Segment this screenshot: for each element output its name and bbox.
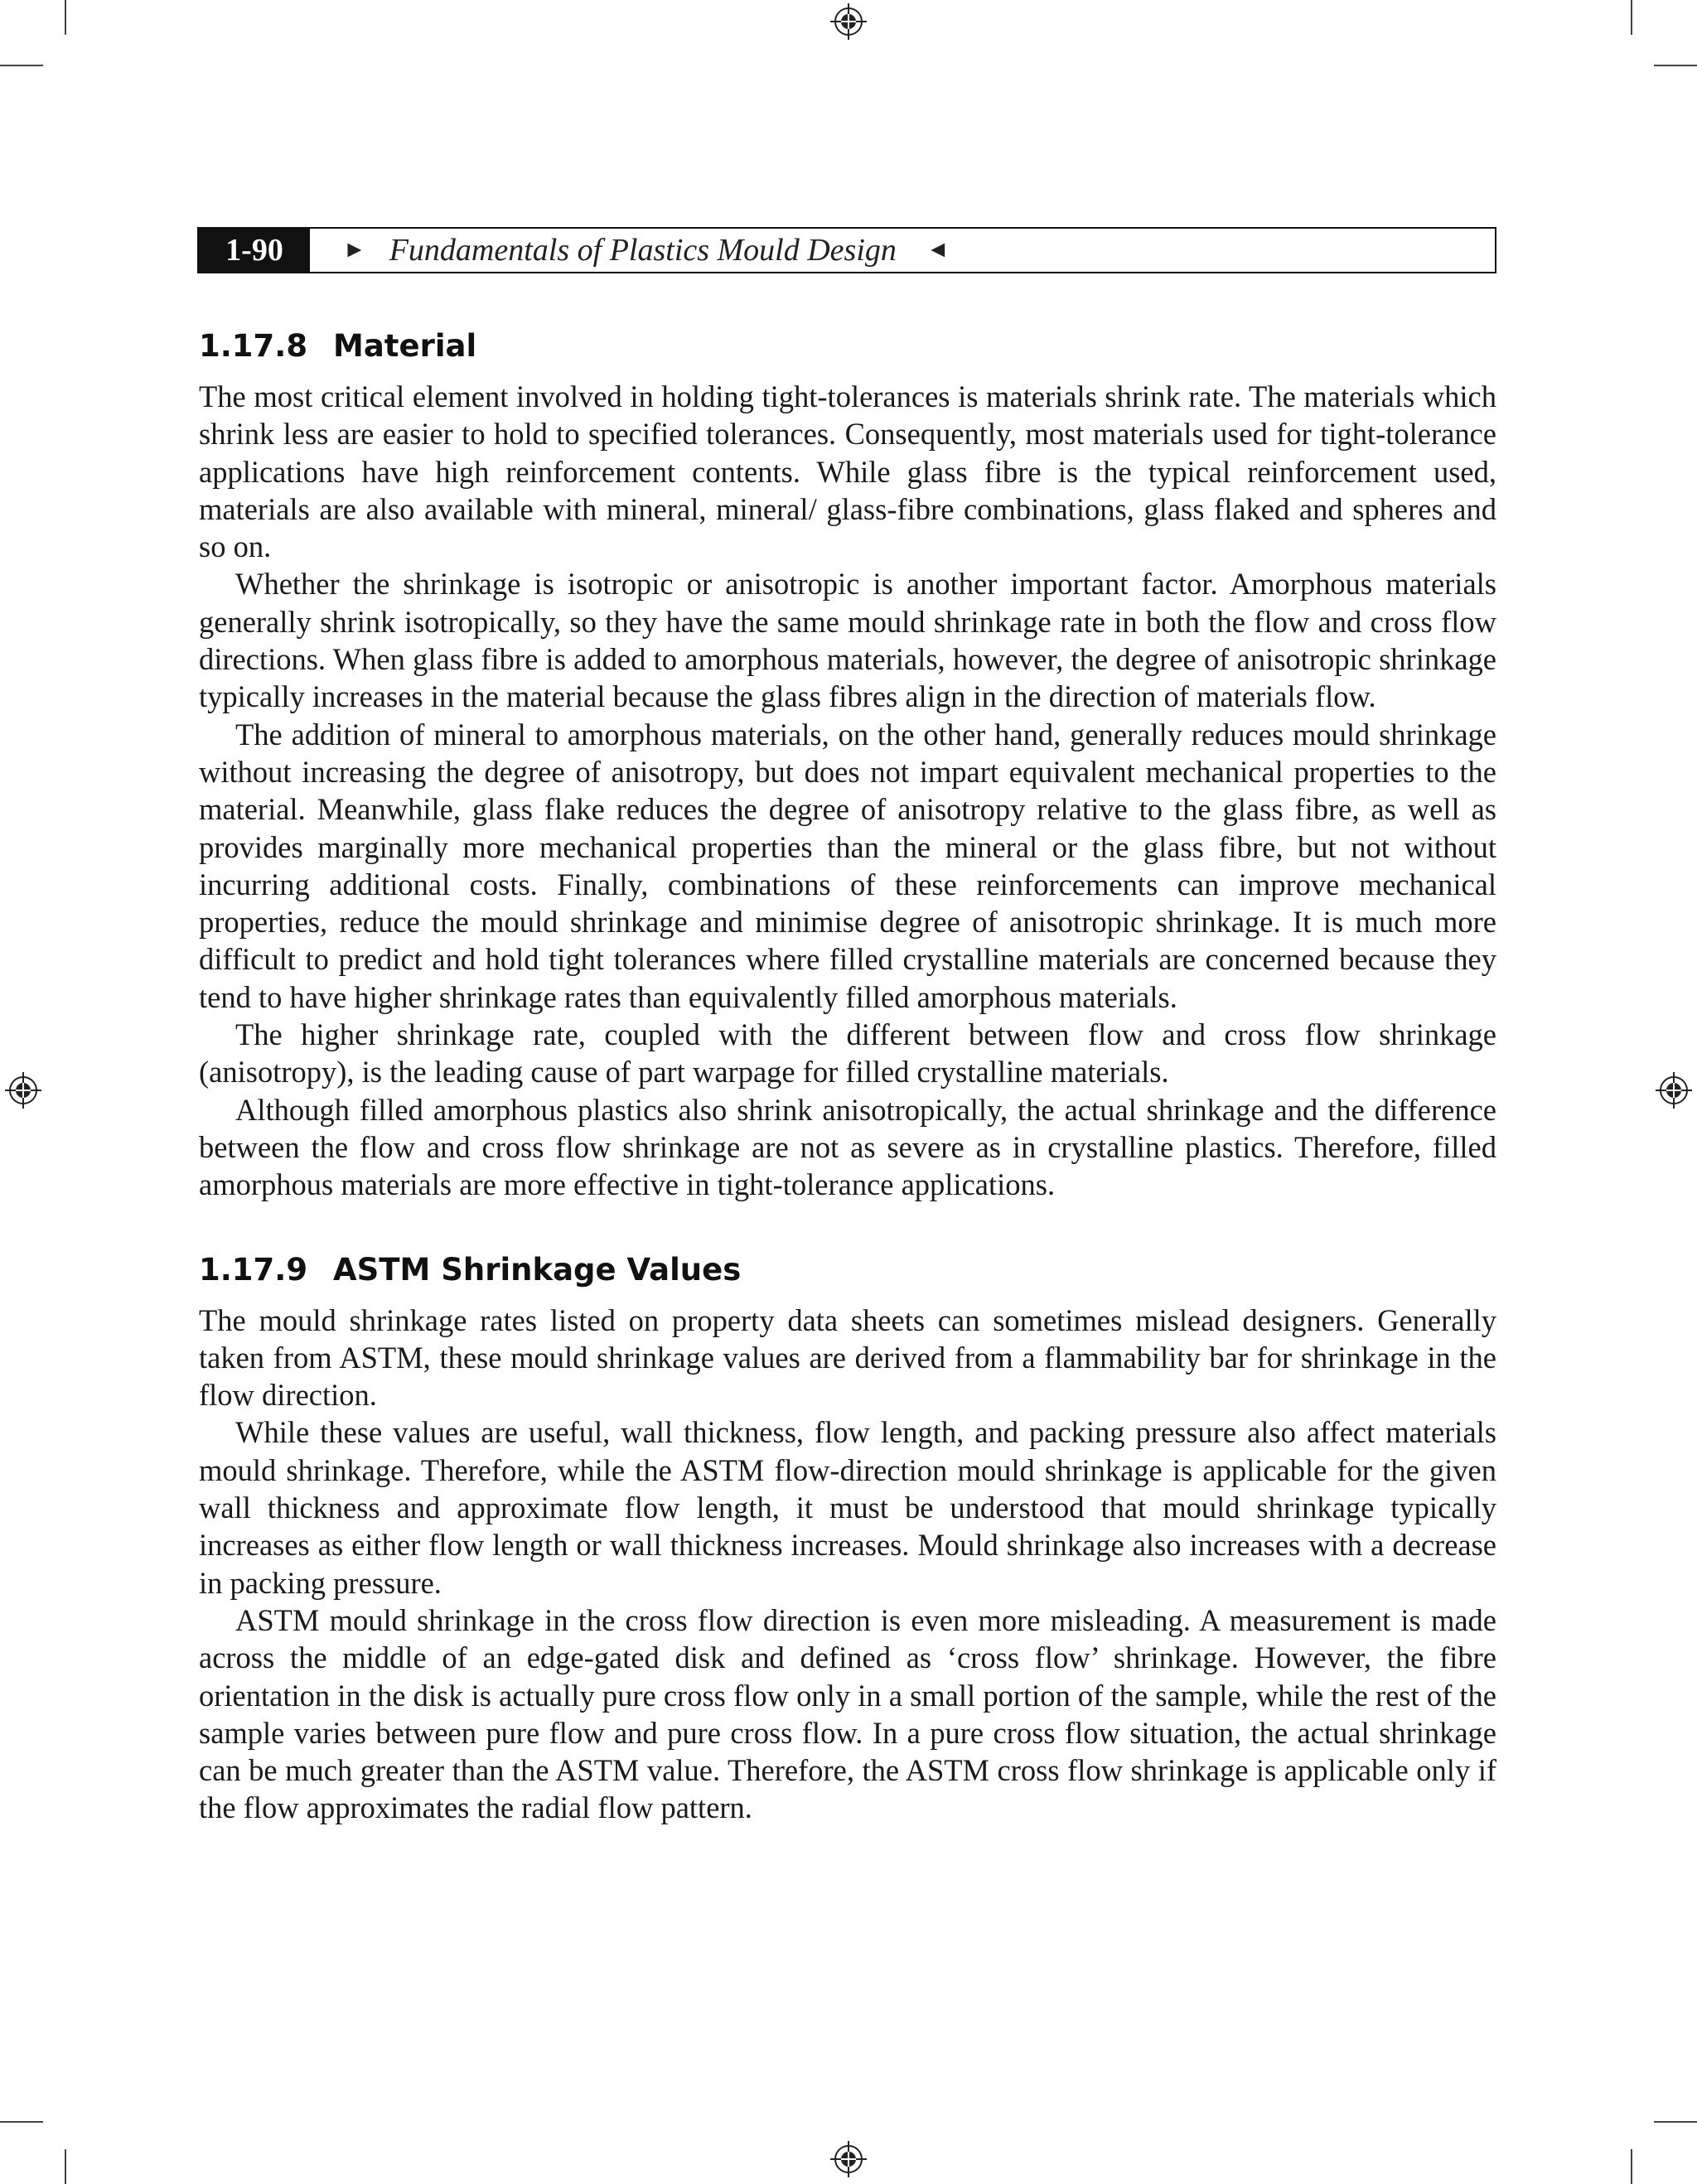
crop-mark-top-right-h (1654, 65, 1697, 66)
section-heading-astm-shrinkage (199, 1247, 1496, 1293)
crop-mark-top-left (65, 0, 66, 35)
left-pointer-icon: ◄ (926, 237, 950, 263)
crop-mark-bottom-left (65, 2149, 66, 2184)
registration-mark-right-icon (1656, 1072, 1692, 1109)
crop-mark-top-left-h (0, 65, 43, 66)
crop-mark-bottom-left-h (0, 2121, 43, 2123)
section-number: 1.17.9 (199, 1251, 308, 1288)
paragraph: Whether the shrinkage is isotropic or anisotropic is another important factor. Amorphous materials generally shrink isotropically, so they have the same mould shrinkage rate in both the flow and cross flow directions. When glass fibre is added to amorphous materials, however, the degree of anisotropic shrinkage typically increases in the material because the glass fibres align in the direction of materials flow. (199, 567, 1496, 714)
registration-mark-bottom-icon (830, 2141, 867, 2177)
crop-mark-bottom-right (1631, 2149, 1632, 2184)
paragraph: Although filled amorphous plastics also shrink anisotropically, the actual shrinkage and the difference between the flow and cross flow shrinkage are not as severe as in crystalline plastics. Therefore, filled amorphous materials are more effective in tight-tolerance applications. (199, 1092, 1496, 1202)
section-title: ASTM Shrinkage Values (333, 1251, 742, 1288)
registration-mark-left-icon (5, 1072, 41, 1109)
paragraph: ASTM mould shrinkage in the cross flow direction is even more misleading. A measurement is made across the middle of an edge-gated disk and defined as ‘cross flow’ shrinkage. However, the fibre orientation in the disk is actually pure cross flow only in a small portion of the sample, while the rest of the sample varies between pure flow and pure cross flow. In a pure cross flow situation, the actual shrinkage can be much greater than the ASTM value. Therefore, the ASTM cross flow shrinkage is applicable only if the flow approximates the radial flow pattern. (199, 1602, 1496, 1825)
paragraph: The higher shrinkage rate, coupled with the different between flow and cross flow shrinkage (anisotropy), is the leading cause of part warpage for filled crystalline materials. (199, 1017, 1496, 1090)
book-title-bar (310, 232, 950, 268)
section-title: Material (333, 328, 477, 364)
running-head (197, 227, 1496, 273)
page-body (199, 323, 1496, 1827)
paragraph: While these values are useful, wall thickness, flow length, and packing pressure also affect materials mould shrinkage. Therefore, while the ASTM flow-direction mould shrinkage is applicable for the given wall thickness and approximate flow length, it must be understood that mould shrinkage typically increases as either flow length or wall thickness increases. Mould shrinkage also increases with a decrease in packing pressure. (199, 1415, 1496, 1600)
right-pointer-icon: ► (343, 237, 366, 263)
page-number: 1-90 (199, 229, 310, 272)
book-title: Fundamentals of Plastics Mould Design (389, 233, 897, 268)
paragraph: The mould shrinkage rates listed on property data sheets can sometimes mislead designers. Generally taken from ASTM, these mould shrinkage values are derived from a flammability bar for shrinkage in the flow direction. (199, 1302, 1496, 1413)
section-body-material (199, 378, 1496, 1204)
section-heading-material (199, 323, 1496, 370)
paragraph: The most critical element involved in holding tight-tolerances is materials shrink rate. The materials which shrink less are easier to hold to specified tolerances. Consequently, most materials used for tight-tolerance applications have high reinforcement contents. While glass fibre is the typical reinforcement used, materials are also available with mineral, mineral/ glass-fibre combinations, glass flaked and spheres and so on. (199, 379, 1496, 564)
crop-mark-top-right (1631, 0, 1632, 35)
registration-mark-top-icon (830, 3, 867, 40)
paragraph: The addition of mineral to amorphous materials, on the other hand, generally reduces mould shrinkage without increasing the degree of anisotropy, but does not impart equivalent mechanical properties to the material. Meanwhile, glass flake reduces the degree of anisotropy relative to the glass fibre, as well as provides marginally more mechanical properties than the mineral or the glass fibre, but not without incurring additional costs. Finally, combinations of these reinforcements can improve mechanical properties, reduce the mould shrinkage and minimise degree of anisotropic shrinkage. It is much more difficult to predict and hold tight tolerances where filled crystalline materials are concerned because they tend to have higher shrinkage rates than equivalently filled amorphous materials. (199, 717, 1496, 1014)
section-number: 1.17.8 (199, 328, 308, 364)
section-body-astm-shrinkage (199, 1302, 1496, 1827)
crop-mark-bottom-right-h (1654, 2121, 1697, 2123)
